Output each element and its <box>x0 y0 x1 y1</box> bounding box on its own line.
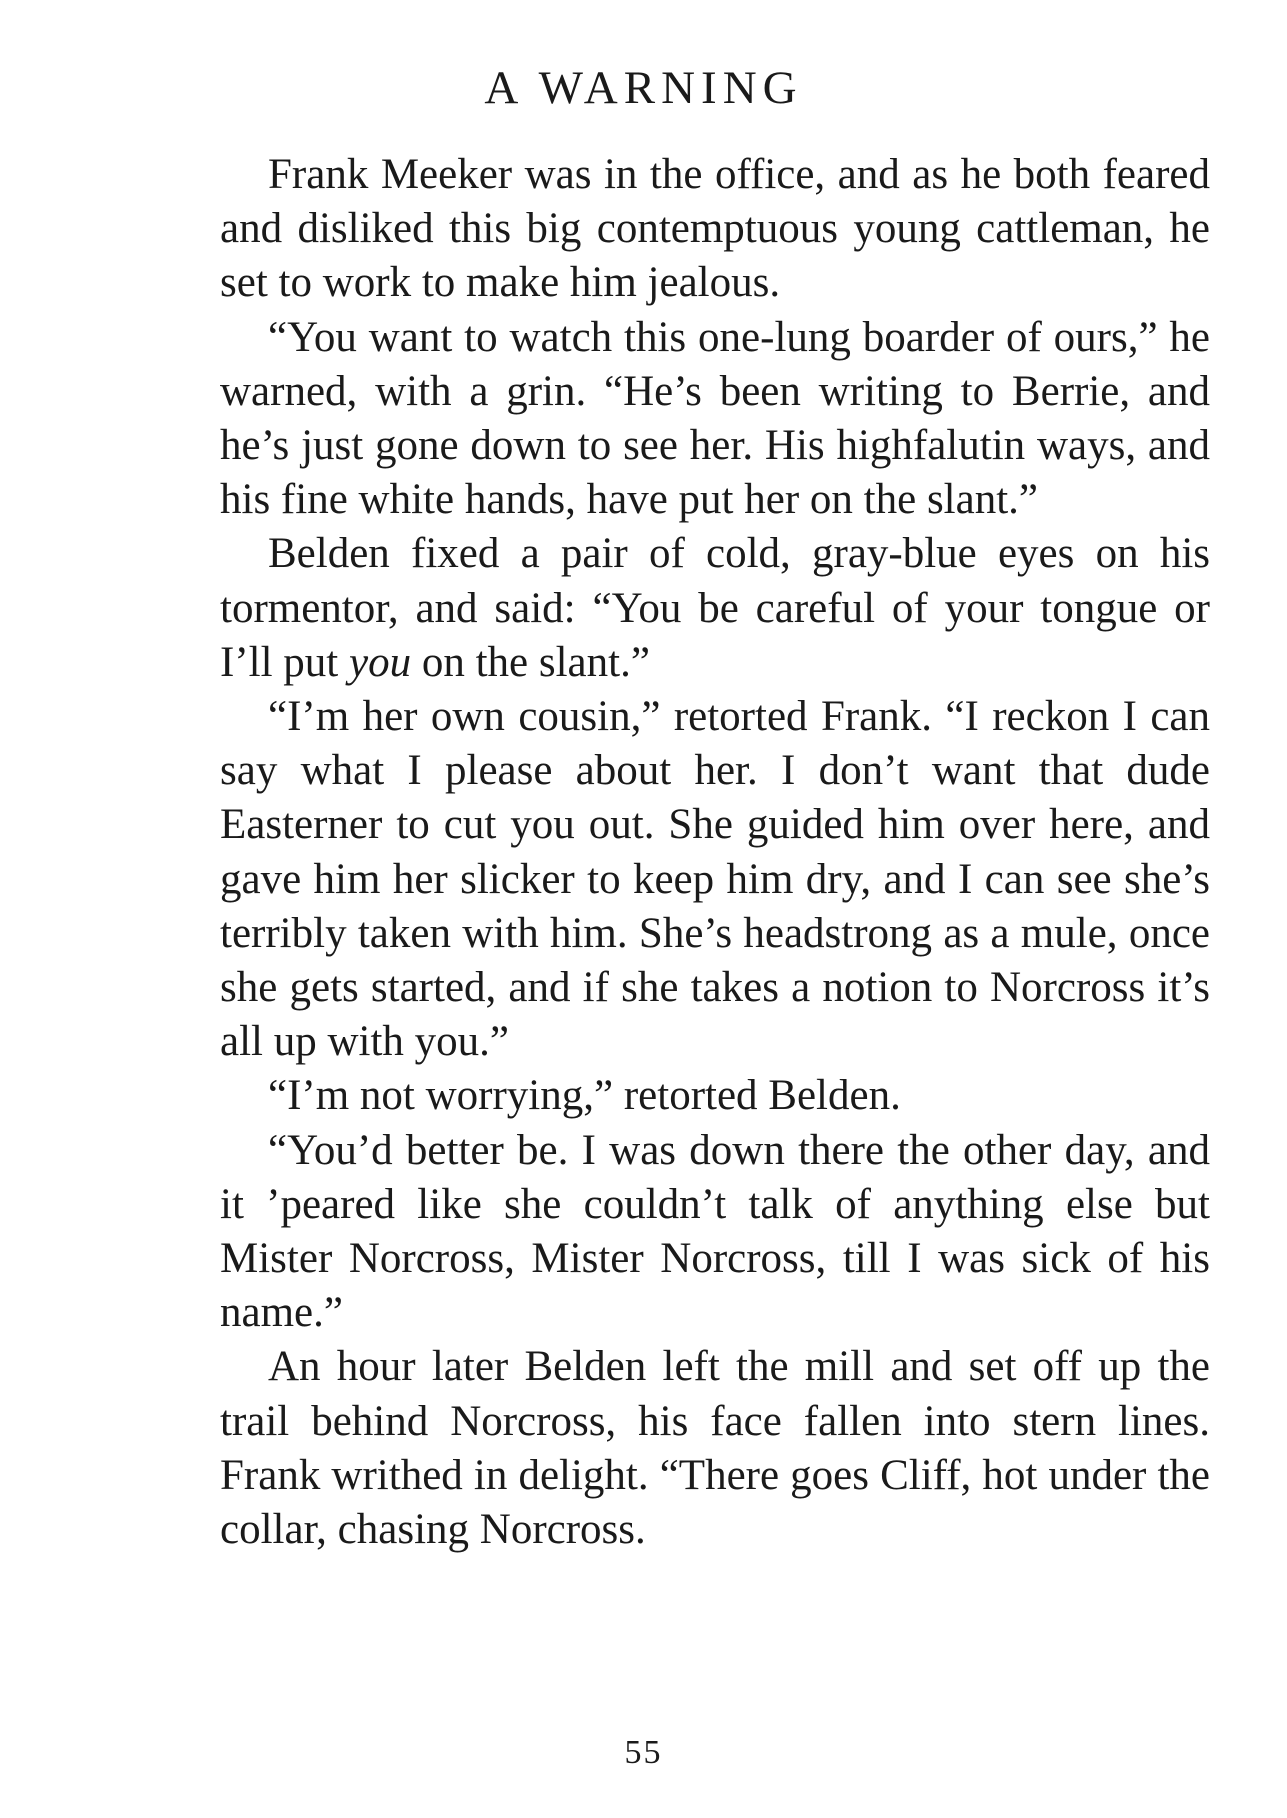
paragraph-text: Belden fixed a pair of cold, gray-blue eyes on his tormentor, and said: “You be careful of your tongue or I’ll put <box>220 530 1210 686</box>
page-number: 55 <box>624 1734 663 1771</box>
body-text <box>220 148 1210 1557</box>
paragraph <box>220 527 1210 690</box>
paragraph: “You’d better be. I was down there the other day, and it ’peared like she couldn’t talk of anything else but Mister Norcross, Mister Norcross, till I was sick of his name.” <box>220 1126 1210 1337</box>
paragraph: “You want to watch this one-lung boarder of ours,” he warned, with a grin. “He’s been writing to Berrie, and he’s just gone down to see her. His highfalutin ways, and his fine white hands, have put her on the slant.” <box>220 313 1210 524</box>
paragraph: An hour later Belden left the mill and set off up the trail behind Norcross, his face fallen into stern lines. Frank writhed in delight. “There goes Cliff, hot under the collar, chasing Norcross. <box>220 1343 1210 1554</box>
emphasis-text: you <box>348 638 412 686</box>
paragraph-text: on the slant.” <box>411 638 650 686</box>
running-head: A WARNING <box>484 62 803 114</box>
paragraph: Frank Meeker was in the office, and as he both feared and disliked this big contemptuous young cattleman, he set to work to make him jealous. <box>220 151 1210 307</box>
paragraph: “I’m not worrying,” retorted Belden. <box>268 1072 901 1120</box>
paragraph: “I’m her own cousin,” retorted Frank. “I reckon I can say what I please about her. I don’t want that dude Easterner to cut you out. She guided him over here, and gave him her slicker to keep him dry, and I can see she’s terribly taken with him. She’s headstrong as a mule, once she gets started, and if she takes a notion to Norcross it’s all up with you.” <box>220 693 1210 1066</box>
